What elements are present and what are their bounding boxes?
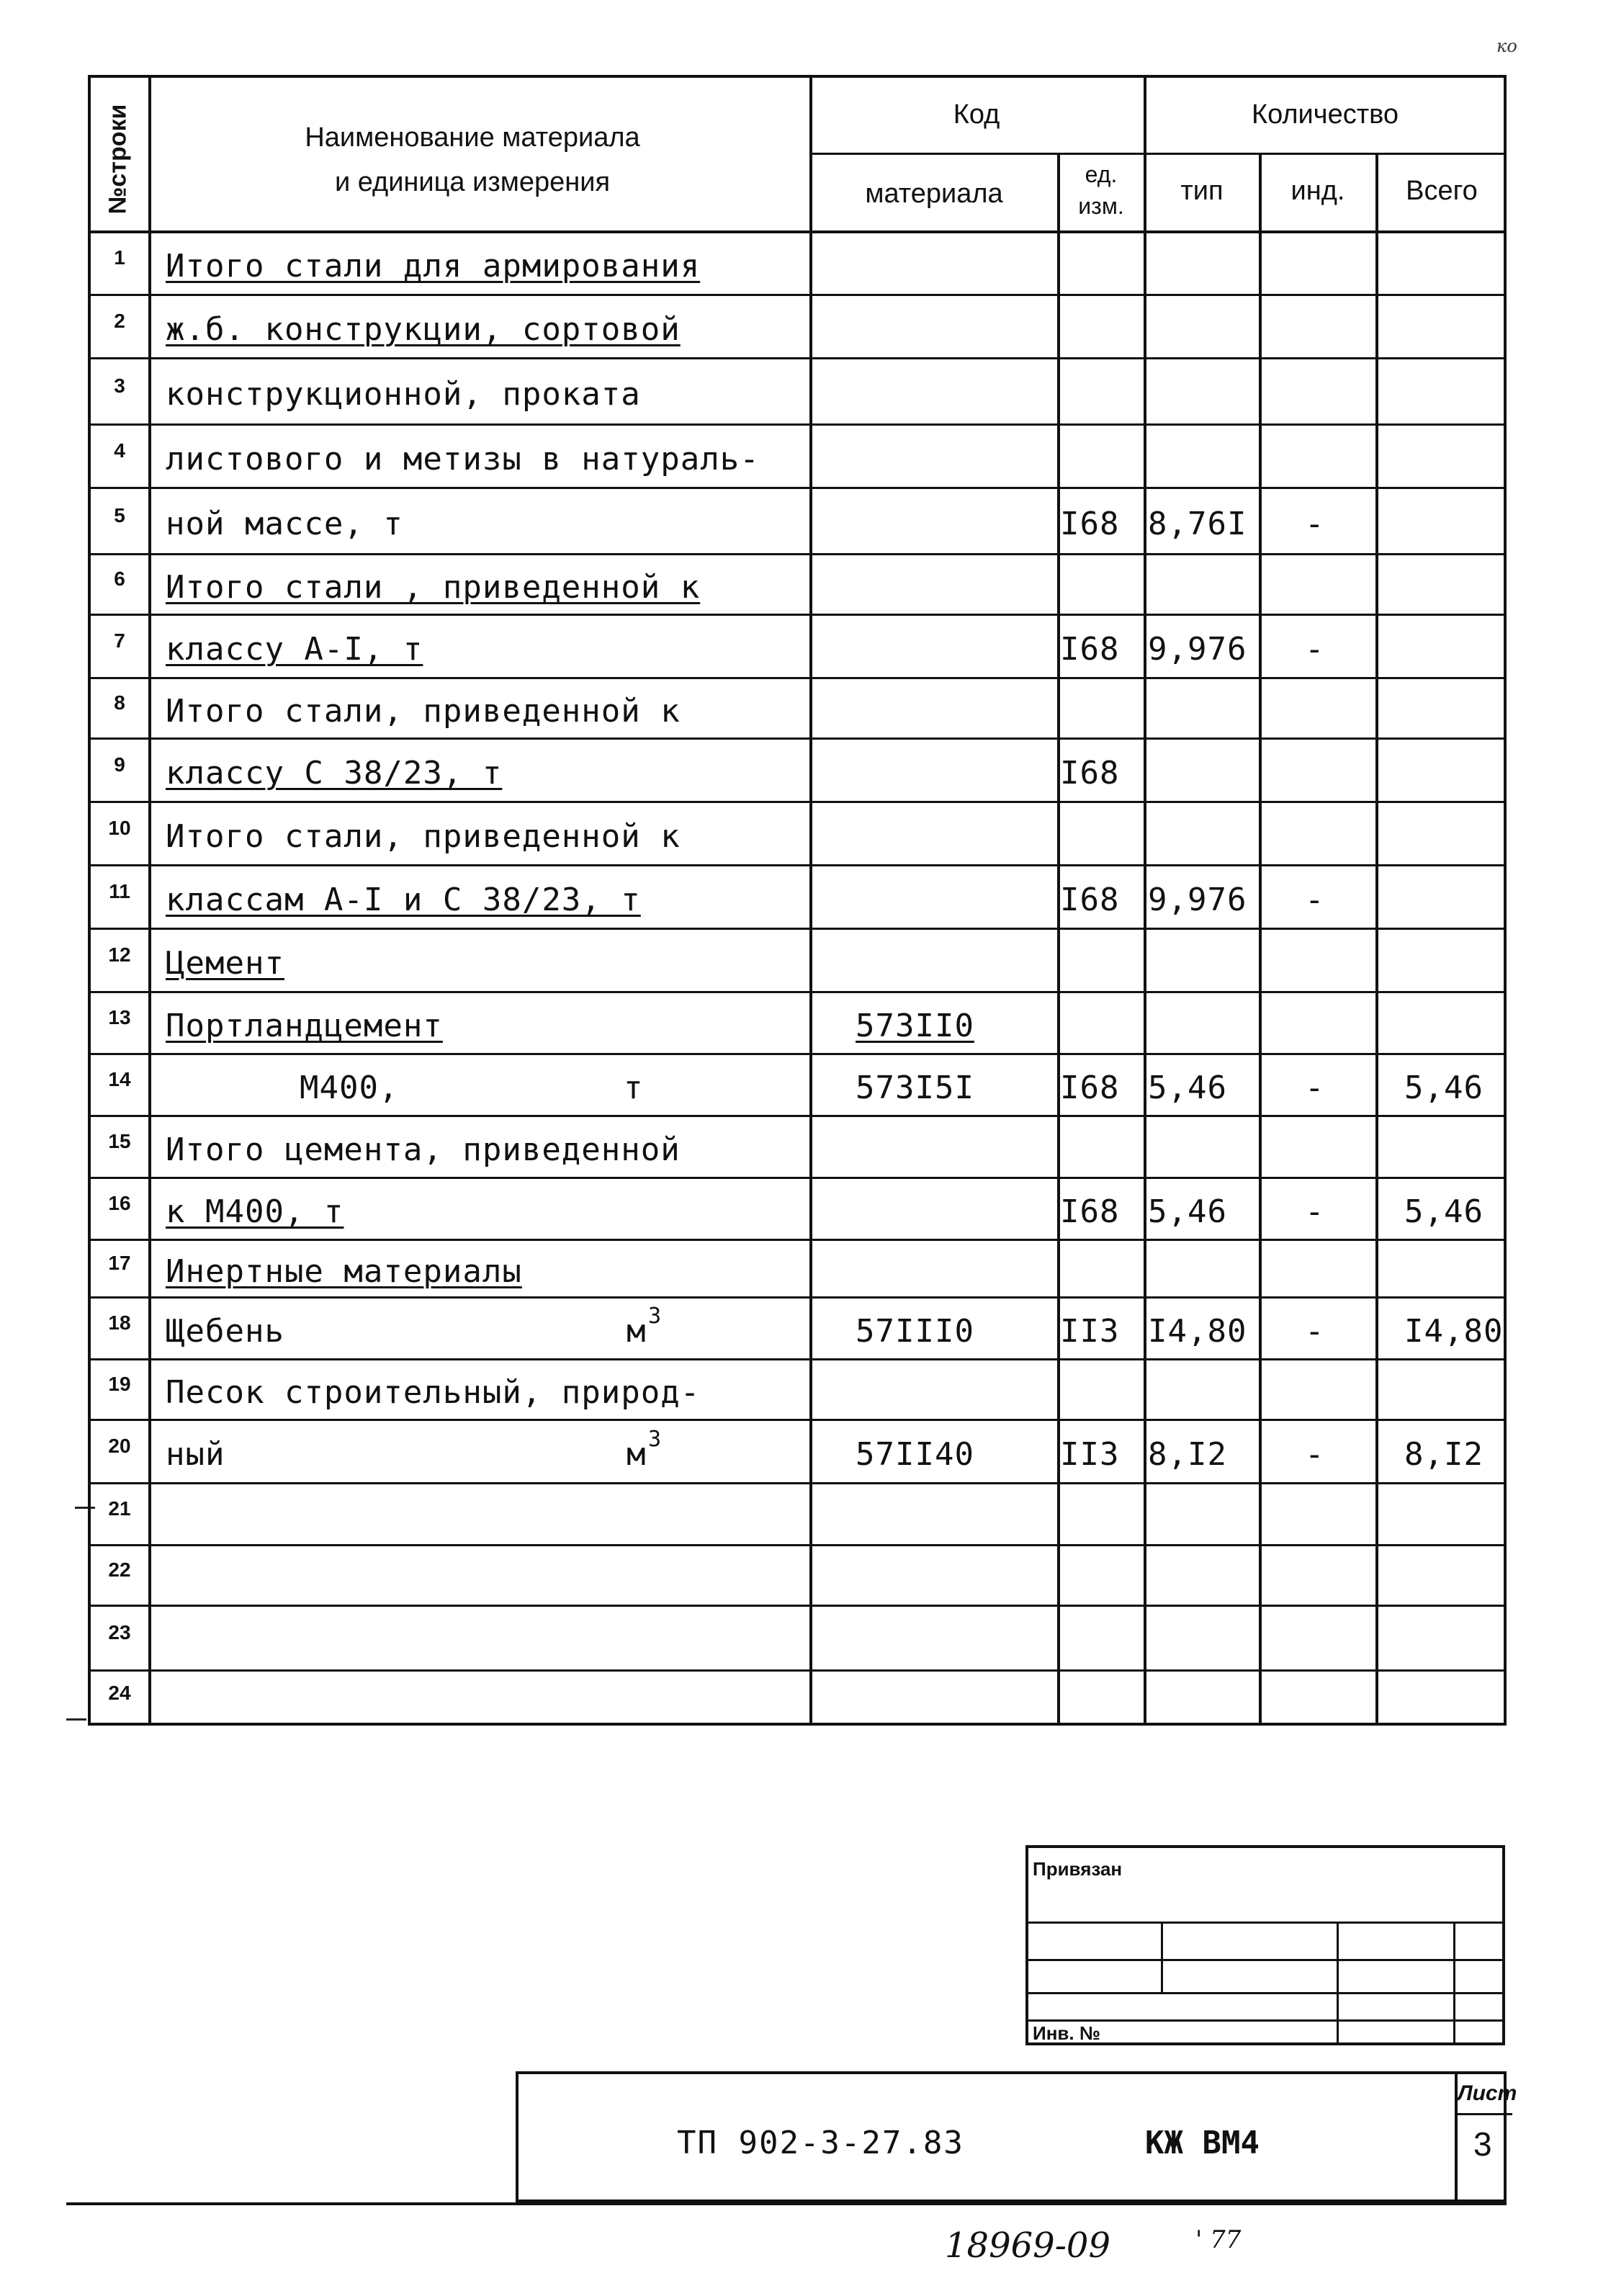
material-code: 573II0: [856, 1008, 974, 1044]
margin-tick: [66, 1718, 86, 1721]
unit-header: ед.: [1085, 161, 1118, 187]
ind-header: инд.: [1290, 176, 1345, 206]
type-quantity: 8,I2: [1148, 1436, 1227, 1473]
row-number: 23: [108, 1621, 131, 1643]
inventory-number: 18969-09: [945, 2225, 1110, 2266]
bottom-rule: [66, 2202, 1507, 2205]
material-specification-table: [88, 75, 1507, 1726]
type-quantity: 8,76I: [1148, 506, 1247, 542]
material-name: Итого стали, приведенной к: [166, 818, 681, 855]
row-divider: [91, 1296, 1504, 1299]
material-name: к М400, т: [166, 1193, 344, 1230]
row-divider: [91, 553, 1504, 555]
unit-of-measure: т: [624, 1069, 644, 1106]
unit-code: II3: [1060, 1313, 1120, 1350]
material-name: Щебень: [166, 1313, 284, 1350]
row-number: 8: [114, 691, 125, 714]
total-quantity: 8,I2: [1404, 1436, 1483, 1473]
type-quantity: 9,976: [1148, 882, 1247, 918]
row-number: 14: [108, 1068, 131, 1090]
material-name: Песок строительный, природ-: [166, 1374, 701, 1411]
material-name: классу А-I, т: [166, 631, 423, 668]
unit-header-2: изм.: [1078, 193, 1124, 219]
document-code: ТП 902-3-27.83: [677, 2125, 964, 2161]
material-name: листового и метизы в натураль-: [166, 441, 760, 477]
title-block: [516, 2071, 1507, 2202]
material-name: Итого стали, приведенной к: [166, 693, 681, 730]
material-name: Итого стали , приведенной к: [166, 569, 701, 606]
corner-mark: ко: [1496, 36, 1517, 56]
name-header: Наименование материала: [305, 122, 640, 153]
inventory-no-label: Инв. №: [1033, 2022, 1100, 2044]
material-code: 57III0: [856, 1313, 974, 1350]
row-divider: [91, 614, 1504, 616]
row-divider: [91, 1239, 1504, 1241]
row-number: 13: [108, 1006, 131, 1028]
material-name: М400,: [300, 1069, 399, 1106]
row-divider: [91, 294, 1504, 296]
type-quantity: I4,80: [1148, 1313, 1247, 1350]
row-divider: [91, 487, 1504, 489]
row-divider: [91, 423, 1504, 426]
row-divider: [91, 1605, 1504, 1607]
material-name: Цемент: [166, 945, 284, 982]
unit-code: II3: [1060, 1436, 1120, 1473]
total-quantity: 5,46: [1404, 1193, 1483, 1230]
material-name: Итого цемента, приведенной: [166, 1131, 681, 1168]
row-number: 22: [108, 1559, 131, 1581]
superscript-holder: [648, 1427, 663, 1468]
ind-quantity: -: [1305, 882, 1325, 918]
row-divider: [91, 1115, 1504, 1117]
row-divider: [91, 1358, 1504, 1360]
row-divider: [91, 357, 1504, 359]
material-name: Инертные материалы: [166, 1253, 522, 1290]
code-header: Код: [953, 99, 1000, 130]
row-number: 2: [114, 310, 125, 332]
row-number: 1: [114, 246, 125, 269]
type-header: тип: [1180, 176, 1224, 206]
row-divider: [91, 1177, 1504, 1179]
unit-of-measure: м: [627, 1313, 647, 1350]
row-number: 15: [108, 1130, 131, 1152]
unit-code: I68: [1060, 882, 1120, 918]
row-number: 12: [108, 943, 131, 966]
total-quantity: 5,46: [1404, 1069, 1483, 1106]
row-number: 20: [108, 1435, 131, 1457]
superscript-cubic: 3: [648, 1427, 663, 1452]
ind-quantity: -: [1305, 1436, 1325, 1473]
type-quantity: 5,46: [1148, 1193, 1227, 1230]
document-mark: КЖ ВМ4: [1145, 2125, 1260, 2161]
row-divider: [91, 1053, 1504, 1055]
row-divider: [91, 1544, 1504, 1546]
row-number: 19: [108, 1373, 131, 1395]
row-divider: [91, 737, 1504, 740]
unit-code: I68: [1060, 755, 1120, 792]
row-number: 16: [108, 1192, 131, 1214]
unit-code: I68: [1060, 1069, 1120, 1106]
total-quantity: I4,80: [1404, 1313, 1504, 1350]
material-name: классам А-I и С 38/23, т: [166, 882, 641, 918]
material-name: классу С 38/23, т: [166, 755, 503, 792]
material-code: 573I5I: [856, 1069, 974, 1106]
row-number: 18: [108, 1311, 131, 1334]
unit-code: I68: [1060, 1193, 1120, 1230]
unit-of-measure: м: [627, 1436, 647, 1473]
material-name: ной массе, т: [166, 506, 403, 542]
ind-quantity: -: [1305, 506, 1325, 542]
ind-quantity: -: [1305, 1313, 1325, 1350]
row-number: 21: [108, 1497, 131, 1520]
material-name: Итого стали для армирования: [166, 248, 701, 284]
row-divider: [91, 1482, 1504, 1484]
row-divider: [91, 801, 1504, 803]
row-number: 4: [114, 439, 125, 462]
attachment-stamp: [1025, 1845, 1505, 2045]
material-code-header: материала: [865, 179, 1003, 209]
inventory-suffix: ' 77: [1195, 2225, 1242, 2254]
name-header-unit: и единица измерения: [334, 167, 611, 197]
row-number: 9: [114, 753, 125, 776]
attached-label: Привязан: [1033, 1858, 1123, 1880]
row-number: 11: [109, 880, 130, 902]
unit-code: I68: [1060, 631, 1120, 668]
quantity-header: Количество: [1251, 99, 1399, 130]
sheet-number: 3: [1473, 2125, 1492, 2163]
unit-code: I68: [1060, 506, 1120, 542]
row-number: 24: [108, 1682, 131, 1704]
row-number: 3: [114, 375, 125, 397]
row-divider: [91, 928, 1504, 930]
ind-quantity: -: [1305, 631, 1325, 668]
row-divider: [91, 864, 1504, 866]
row-number-header: №строки: [104, 104, 132, 215]
row-number: 10: [108, 817, 131, 839]
row-divider: [91, 991, 1504, 993]
row-divider: [91, 1669, 1504, 1672]
ind-quantity: -: [1305, 1193, 1325, 1230]
superscript-cubic: 3: [648, 1304, 663, 1329]
material-name: ный: [166, 1436, 225, 1473]
material-code: 57II40: [856, 1436, 974, 1473]
superscript-holder: [648, 1304, 663, 1345]
type-quantity: 5,46: [1148, 1069, 1227, 1106]
row-divider: [91, 1419, 1504, 1421]
total-header: Всего: [1406, 176, 1478, 206]
material-name: Портландцемент: [166, 1008, 443, 1044]
ind-quantity: -: [1305, 1069, 1325, 1106]
material-name: ж.б. конструкции, сортовой: [166, 311, 681, 348]
type-quantity: 9,976: [1148, 631, 1247, 668]
row-number: 5: [114, 504, 125, 526]
row-number: 6: [114, 568, 125, 590]
row-divider: [91, 677, 1504, 679]
sheet-label: Лист: [1458, 2081, 1517, 2105]
material-name: конструкционной, проката: [166, 376, 641, 413]
row-number: 7: [114, 629, 125, 652]
row-number: 17: [108, 1252, 131, 1274]
